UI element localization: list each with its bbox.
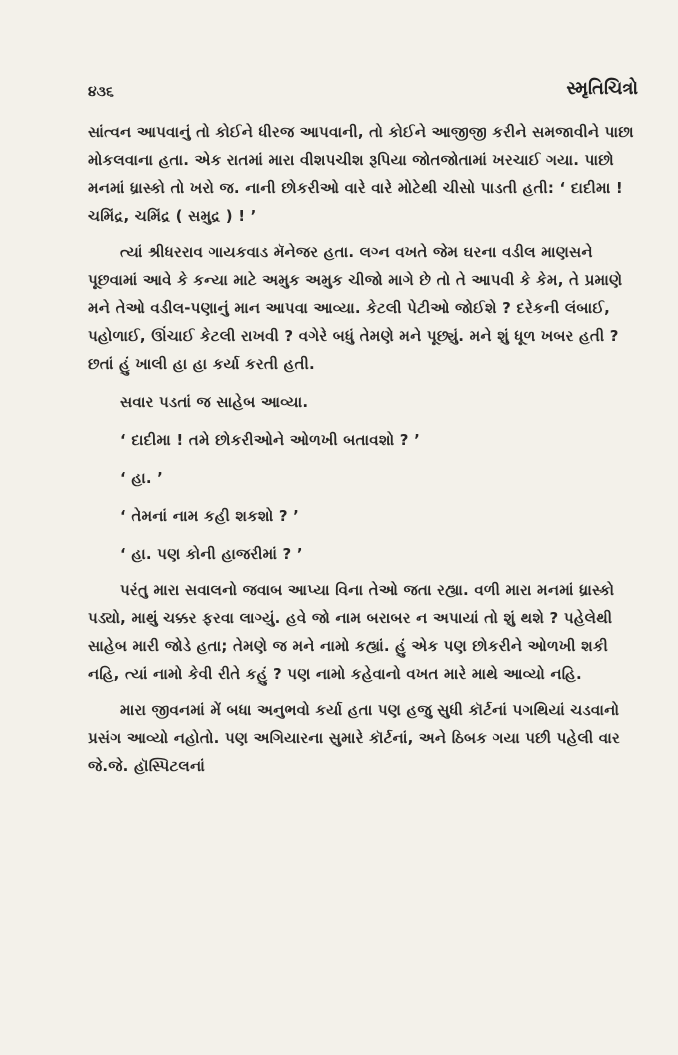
page-body [88, 118, 644, 780]
running-header-title: સ્મૃતિચિત્રો [566, 78, 638, 99]
dialogue-line: સવાર પડતાં જ સાહેબ આવ્યા. [120, 393, 309, 411]
page-number: ૪૩૬ [88, 84, 114, 100]
dialogue-line: ‘ હા. પણ કોની હાજરીમાં ? ’ [120, 545, 303, 563]
paragraph: મારા જીવનમાં મેં બધા અનુભવો કર્યા હતા પણ હજુ સુધી કૉર્ટનાં પગથિયાં ચડવાનો પ્રસંગ આવ્યો નહોતો. પણ અગિયારના સુમારે કૉર્ટનાં, અને ઠિબક ગયા પછી પહેલી વાર જે.જે. હૉસ્પિટલનાં [88, 701, 620, 775]
dialogue-line: ‘ તેમનાં નામ કહી શકશો ? ’ [120, 507, 300, 525]
paragraph: પરંતુ મારા સવાલનો જવાબ આપ્યા વિના તેઓ જતા રહ્યા. વળી મારા મનમાં ધ્રાસ્કો પડ્યો, માથું ચક્કર ફરવા લાગ્યું. હવે જો નામ બરાબર ન અપાયાં તો શું થશે ? પહેલેથી સાહેબ મારી જોડે હતા; તેમણે જ મને નામો કહ્યાં. હું એક પણ છોકરીને ઓળખી શકી નહિ, ત્યાં નામો કેવી રીતે કહું ? પણ નામો કહેવાનો વખત મારે માથે આવ્યો નહિ. [88, 581, 615, 683]
paragraph: સાંત્વન આપવાનું તો કોઈને ધીરજ આપવાની, તો કોઈને આજીજી કરીને સમજાવીને પાછા મોકલવાના હતા. એક રાતમાં મારા વીશપચીશ રૂપિયા જોતજોતામાં ખરચાઈ ગયા. પાછો મનમાં ધ્રાસ્કો તો ખરો જ. નાની છોકરીઓ વારે વારે મોટેથી ચીસો પાડતી હતી: ‘ દાદીમા ! ચમિંદ્ર, ચમિંદ્ર ( સમુદ્ર ) ! ’ [88, 123, 634, 225]
dialogue-line: ‘ હા. ’ [120, 469, 164, 487]
paragraph: ત્યાં શ્રીધરરાવ ગાયકવાડ મૅનેજર હતા. લગ્ન વખતે જેમ ઘરના વડીલ માણસને પૂછવામાં આવે કે કન્યા માટે અમુક અમુક ચીજો માગે છે તો તે આપવી કે કેમ, તે પ્રમાણે મને તેઓ વડીલ-પણાનું માન આપવા આવ્યા. કેટલી પેટીઓ જોઈશે ? દરેકની લંબાઈ, પહોળાઈ, ઊંચાઈ કેટલી રાખવી ? વગેરે બધું તેમણે મને પૂછ્યું. મને શું ધૂળ ખબર હતી ? છતાં હું ખાલી હા હા કર્યા કરતી હતી. [88, 243, 623, 373]
dialogue-line: ‘ દાદીમા ! તમે છોકરીઓને ઓળખી બતાવશો ? ’ [120, 431, 421, 449]
